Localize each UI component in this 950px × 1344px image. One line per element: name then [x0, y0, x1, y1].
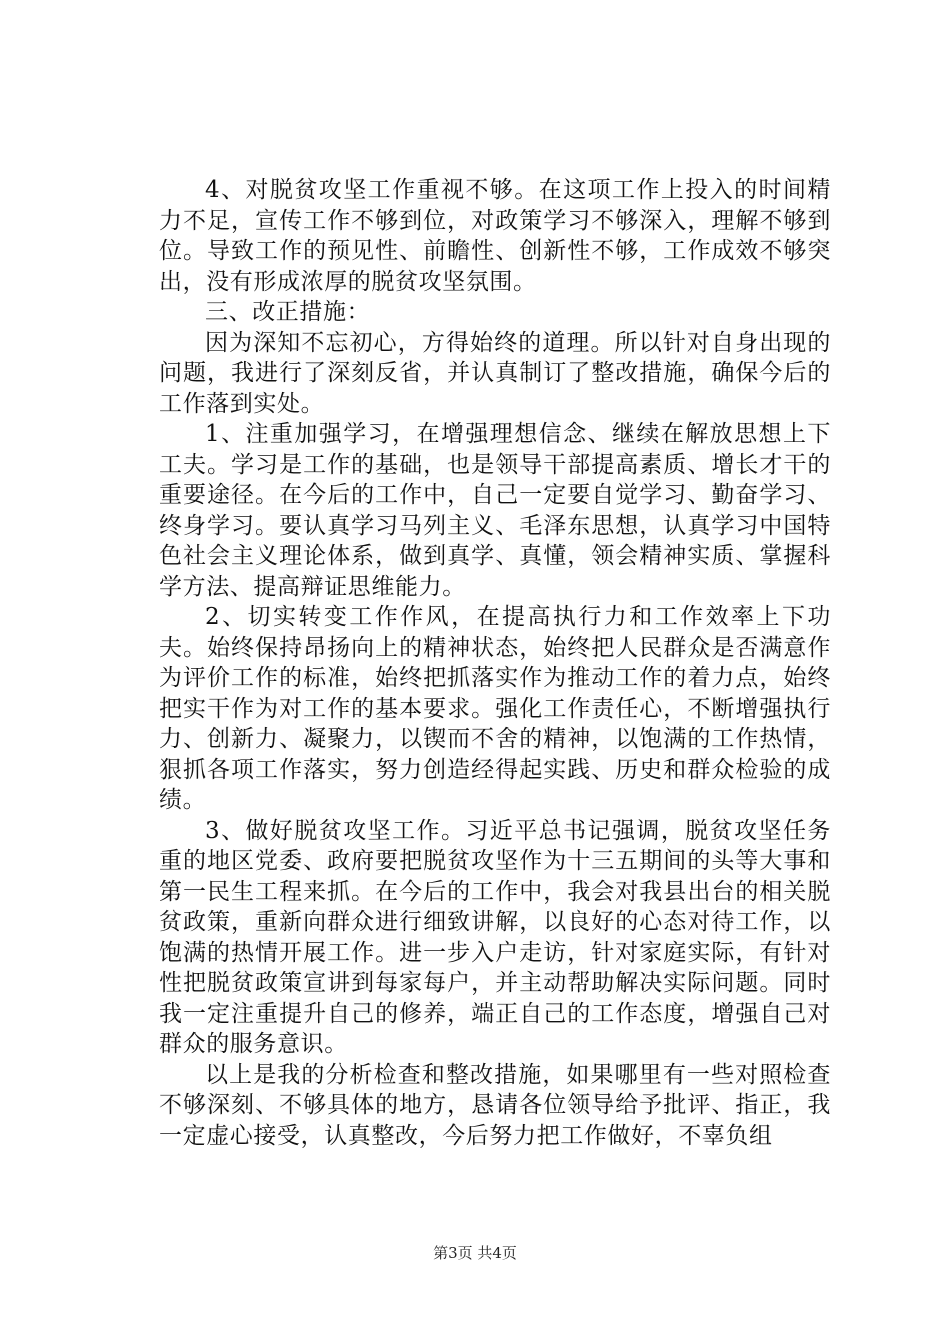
- paragraph-measure-2: 2、切实转变工作作风，在提高执行力和工作效率上下功夫。始终保持昂扬向上的精神状态，始终把人民群众是否满意作为评价工作的标准，始终把抓落实作为推动工作的着力点，始终把实干作为对工作的基本要求。强化工作责任心，不断增强执行力、创新力、凝聚力，以锲而不舍的精神，以饱满的工作热情，狠抓各项工作落实，努力创造经得起实践、历史和群众检验的成绩。: [159, 604, 831, 813]
- paragraph-conclusion: 以上是我的分析检查和整改措施，如果哪里有一些对照检查不够深刻、不够具体的地方，恳请各位领导给予批评、指正，我一定虚心接受，认真整改，今后努力把工作做好，不辜负组: [159, 1061, 831, 1149]
- page-number-footer: 第3页 共4页: [433, 1244, 517, 1262]
- paragraph-measure-1: 1、注重加强学习，在增强理想信念、继续在解放思想上下工夫。学习是工作的基础，也是领导干部提高素质、增长才干的重要途径。在今后的工作中，自己一定要自觉学习、勤奋学习、终身学习。要认真学习马列主义、毛泽东思想，认真学习中国特色社会主义理论体系，做到真学、真懂，领会精神实质、掌握科学方法、提高辩证思维能力。: [159, 421, 831, 600]
- paragraph-item-4: 4、对脱贫攻坚工作重视不够。在这项工作上投入的时间精力不足，宣传工作不够到位，对政策学习不够深入，理解不够到位。导致工作的预见性、前瞻性、创新性不够，工作成效不够突出，没有形成浓厚的脱贫攻坚氛围。: [159, 177, 831, 295]
- paragraph-measure-3: 3、做好脱贫攻坚工作。习近平总书记强调，脱贫攻坚任务重的地区党委、政府要把脱贫攻坚作为十三五期间的头等大事和第一民生工程来抓。在今后的工作中，我会对我县出台的相关脱贫政策，重新向群众进行细致讲解，以良好的心态对待工作，以饱满的热情开展工作。进一步入户走访，针对家庭实际，有针对性把脱贫政策宣讲到每家每户，并主动帮助解决实际问题。同时我一定注重提升自己的修养，端正自己的工作态度，增强自己对群众的服务意识。: [159, 817, 831, 1057]
- section-heading-corrective-measures: 三、改正措施：: [205, 299, 371, 325]
- paragraph-intro: 因为深知不忘初心，方得始终的道理。所以针对自身出现的问题，我进行了深刻反省，并认真制订了整改措施，确保今后的工作落到实处。: [159, 329, 831, 417]
- document-body: [159, 175, 831, 1151]
